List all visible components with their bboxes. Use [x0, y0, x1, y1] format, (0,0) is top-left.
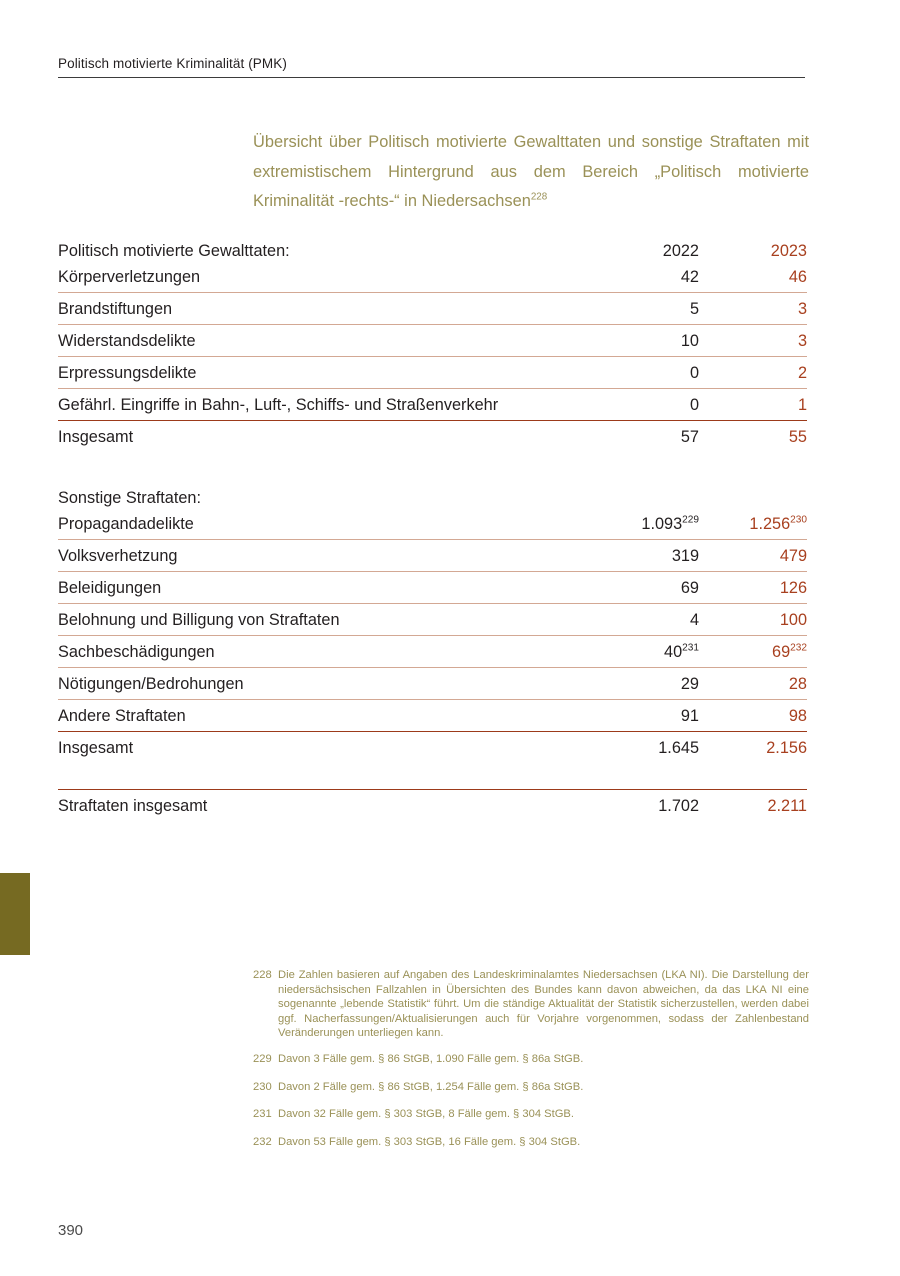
row-value-2023: 479 [699, 540, 807, 572]
column-header-2022: 2022 [662, 242, 699, 260]
row-value-2022-number: 40 [664, 643, 683, 661]
table-header-row [58, 242, 807, 261]
table-row [58, 572, 807, 604]
row-label: Brandstiftungen [58, 293, 581, 325]
row-value-2022-footnote-marker: 231 [682, 642, 699, 654]
row-value-2022 [581, 508, 699, 540]
footnote-list [253, 968, 809, 1162]
table-other-offences [58, 489, 807, 763]
footnote-number: 231 [253, 1108, 272, 1121]
row-value-2023-number: 69 [772, 643, 791, 661]
footnote-item [253, 968, 809, 1041]
header-rule [58, 77, 805, 78]
table-subheader-row [58, 489, 807, 508]
row-value-2022: 10 [581, 325, 699, 357]
running-header [58, 56, 806, 78]
row-value-2023-footnote-marker: 230 [790, 514, 807, 526]
row-value-2022 [581, 636, 699, 668]
table-row [58, 325, 807, 357]
row-label: Andere Straftaten [58, 700, 581, 732]
row-value-2023-footnote-marker: 232 [790, 642, 807, 654]
total-value-2022: 57 [680, 428, 699, 446]
page-title [253, 128, 809, 217]
row-label: Volksverhetzung [58, 540, 581, 572]
row-value-2022-number: 1.093 [641, 515, 683, 533]
table-total-row [58, 421, 807, 453]
total-value-2022: 1.645 [658, 739, 699, 757]
row-label: Gefährl. Eingriffe in Bahn-, Luft-, Schiffs- und Straßenverkehr [58, 389, 581, 421]
row-value-2023: 46 [699, 261, 807, 293]
table-caption: Politisch motivierte Gewalttaten: [58, 242, 290, 260]
row-value-2023: 100 [699, 604, 807, 636]
row-value-2023: 1 [699, 389, 807, 421]
row-value-2022: 42 [581, 261, 699, 293]
footnote-text: Davon 2 Fälle gem. § 86 StGB, 1.254 Fälle gem. § 86a StGB. [278, 1080, 584, 1093]
footnote-text: Davon 32 Fälle gem. § 303 StGB, 8 Fälle gem. § 304 StGB. [278, 1108, 575, 1121]
row-value-2023 [699, 508, 807, 540]
grand-total-label: Straftaten insgesamt [58, 797, 208, 815]
row-value-2023: 2 [699, 357, 807, 389]
row-value-2022: 91 [581, 700, 699, 732]
row-label: Belohnung und Billigung von Straftaten [58, 604, 581, 636]
grand-total-row [58, 790, 807, 822]
total-value-2023: 2.156 [766, 739, 807, 757]
footnote-item [253, 1135, 809, 1150]
page-title-text: Übersicht über Politisch motivierte Gewalttaten und sonstige Straftaten mit extremistischem Hintergrund aus dem Bereich „Politisch motivierte Kriminalität -rechts-“ in Niedersachsen [253, 133, 809, 210]
row-value-2022: 29 [581, 668, 699, 700]
table-row [58, 357, 807, 389]
row-label: Beleidigungen [58, 572, 581, 604]
row-value-2022: 69 [581, 572, 699, 604]
row-label: Widerstandsdelikte [58, 325, 581, 357]
row-value-2023: 28 [699, 668, 807, 700]
grand-total-value-2022: 1.702 [658, 797, 699, 815]
row-value-2023 [699, 636, 807, 668]
footnote-item [253, 1080, 809, 1095]
row-value-2022: 0 [581, 389, 699, 421]
footnote-text: Davon 53 Fälle gem. § 303 StGB, 16 Fälle gem. § 304 StGB. [278, 1135, 581, 1148]
row-value-2023: 98 [699, 700, 807, 732]
row-value-2023-number: 1.256 [749, 515, 791, 533]
spacer-cell-2022 [581, 489, 699, 508]
table-row [58, 636, 807, 668]
footnote-text: Die Zahlen basieren auf Angaben des Landeskriminalamtes Niedersachsen (LKA NI). Die Darstellung der niedersächsischen Fallzahlen in Übersichten des Bundes kann davon abweichen, da das LKA NI eine sogenannte „lebende Statistik“ führt. Um die ständige Aktualität der Statistik sicherzustellen, werden dabei ggf. Nacherfassungen/Aktualisierungen auch für Vorjahre vorgenommen, sodass der Zahlenbestand Veränderungen unterliegen kann. [278, 969, 809, 1040]
running-head-text: Politisch motivierte Kriminalität (PMK) [58, 56, 287, 71]
row-label: Nötigungen/Bedrohungen [58, 668, 581, 700]
row-value-2022: 319 [581, 540, 699, 572]
row-value-2022: 0 [581, 357, 699, 389]
table-caption: Sonstige Straftaten: [58, 489, 202, 507]
table-row [58, 540, 807, 572]
table-row [58, 261, 807, 293]
total-value-2023: 55 [788, 428, 807, 446]
table-row [58, 700, 807, 732]
footnote-item [253, 1052, 809, 1067]
table-grand-total [58, 789, 807, 821]
table-row [58, 508, 807, 540]
chapter-thumb-tab [0, 873, 30, 955]
total-label: Insgesamt [58, 428, 134, 446]
row-value-2023: 3 [699, 293, 807, 325]
footnote-number: 228 [253, 969, 272, 981]
footnote-number: 232 [253, 1135, 272, 1148]
row-label: Körperverletzungen [58, 261, 581, 293]
row-label: Erpressungsdelikte [58, 357, 581, 389]
column-header-2023: 2023 [770, 242, 807, 260]
table-row [58, 668, 807, 700]
page-title-footnote-marker: 228 [530, 191, 548, 203]
spacer-cell-2023 [699, 489, 807, 508]
row-label: Propagandadelikte [58, 508, 581, 540]
row-value-2022: 4 [581, 604, 699, 636]
footnote-number: 230 [253, 1080, 272, 1093]
footnote-item [253, 1107, 809, 1122]
table-row [58, 293, 807, 325]
table-total-row [58, 732, 807, 764]
row-label: Sachbeschädigungen [58, 636, 581, 668]
table-row [58, 389, 807, 421]
total-label: Insgesamt [58, 739, 134, 757]
table-politically-motivated-violence [58, 242, 807, 452]
row-value-2023: 126 [699, 572, 807, 604]
page-number: 390 [58, 1222, 84, 1239]
row-value-2022: 5 [581, 293, 699, 325]
row-value-2023: 3 [699, 325, 807, 357]
table-row [58, 604, 807, 636]
footnote-text: Davon 3 Fälle gem. § 86 StGB, 1.090 Fälle gem. § 86a StGB. [278, 1052, 584, 1065]
footnote-number: 229 [253, 1052, 272, 1065]
row-value-2022-footnote-marker: 229 [682, 514, 699, 526]
grand-total-value-2023: 2.211 [767, 797, 807, 815]
